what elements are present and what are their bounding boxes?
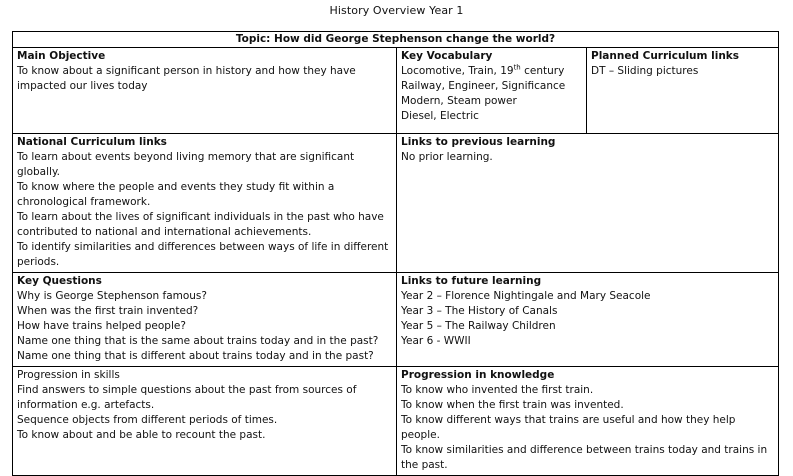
progression-knowledge-item: To know similarities and difference between trains today and trains in the past. xyxy=(401,444,768,471)
key-vocabulary-line-3: Modern, Steam power xyxy=(401,95,517,107)
progression-knowledge-cell xyxy=(397,367,779,476)
key-questions-heading: Key Questions xyxy=(17,275,102,287)
key-question-item: When was the first train invented? xyxy=(17,305,199,317)
key-vocabulary-line-1 xyxy=(401,64,582,79)
vocab-text-suffix: century xyxy=(520,65,565,77)
key-question-item: Why is George Stephenson famous? xyxy=(17,290,207,302)
main-objective-text: To know about a significant person in history and how they have impacted our lives today xyxy=(17,65,356,92)
links-previous-learning-heading: Links to previous learning xyxy=(401,136,556,148)
topic-heading: Topic: How did George Stephenson change the world? xyxy=(13,32,779,48)
national-curriculum-links-heading: National Curriculum links xyxy=(17,136,167,148)
key-vocabulary-heading: Key Vocabulary xyxy=(401,50,493,62)
progression-skill-item: Find answers to simple questions about the past from sources of information e.g. artefacts. xyxy=(17,384,357,411)
key-question-item: How have trains helped people? xyxy=(17,320,186,332)
future-learning-item: Year 5 – The Railway Children xyxy=(401,320,556,332)
progression-skill-item: Sequence objects from different periods of times. xyxy=(17,414,278,426)
key-questions-cell xyxy=(13,273,397,367)
curriculum-row xyxy=(13,134,779,273)
progression-skill-item: To know about and be able to recount the past. xyxy=(17,429,266,441)
vocab-text: Locomotive, Train, 19 xyxy=(401,65,514,77)
future-learning-item: Year 2 – Florence Nightingale and Mary Seacole xyxy=(401,290,651,302)
national-curriculum-links-cell xyxy=(13,134,397,273)
main-objective-heading: Main Objective xyxy=(17,50,106,62)
national-curriculum-item: To know where the people and events they study fit within a chronological framework. xyxy=(17,181,335,208)
topic-row xyxy=(13,32,779,48)
objective-row xyxy=(13,48,779,134)
progression-knowledge-item: To know who invented the first train. xyxy=(401,384,594,396)
progression-knowledge-heading: Progression in knowledge xyxy=(401,369,555,381)
future-learning-item: Year 3 – The History of Canals xyxy=(401,305,558,317)
key-question-item: Name one thing that is different about trains today and in the past? xyxy=(17,350,374,362)
planned-curriculum-links-text: DT – Sliding pictures xyxy=(591,65,699,77)
key-vocabulary-line-4: Diesel, Electric xyxy=(401,110,479,122)
links-previous-learning-cell xyxy=(397,134,779,273)
future-learning-item: Year 6 - WWII xyxy=(401,335,471,347)
key-vocabulary-cell xyxy=(397,48,587,134)
national-curriculum-item: To identify similarities and differences between ways of life in different periods. xyxy=(17,241,389,268)
main-objective-cell xyxy=(13,48,397,134)
progression-skills-cell xyxy=(13,367,397,476)
progression-skills-heading: Progression in skills xyxy=(17,369,120,381)
national-curriculum-item: To learn about events beyond living memory that are significant globally. xyxy=(17,151,355,178)
links-future-learning-heading: Links to future learning xyxy=(401,275,542,287)
progression-knowledge-item: To know different ways that trains are useful and how they help people. xyxy=(401,414,736,441)
key-vocabulary-line-2: Railway, Engineer, Significance xyxy=(401,80,566,92)
planned-curriculum-links-cell xyxy=(587,48,779,134)
progression-row xyxy=(13,367,779,476)
questions-row xyxy=(13,273,779,367)
links-future-learning-cell xyxy=(397,273,779,367)
vocab-superscript: th xyxy=(513,63,521,72)
progression-knowledge-item: To know when the first train was invented. xyxy=(401,399,624,411)
overview-table xyxy=(12,31,779,476)
planned-curriculum-links-heading: Planned Curriculum links xyxy=(591,50,740,62)
national-curriculum-item: To learn about the lives of significant individuals in the past who have contributed to national and international achievements. xyxy=(17,211,384,238)
links-previous-learning-text: No prior learning. xyxy=(401,151,493,163)
document-title: History Overview Year 1 xyxy=(329,4,464,17)
key-question-item: Name one thing that is the same about trains today and in the past? xyxy=(17,335,379,347)
